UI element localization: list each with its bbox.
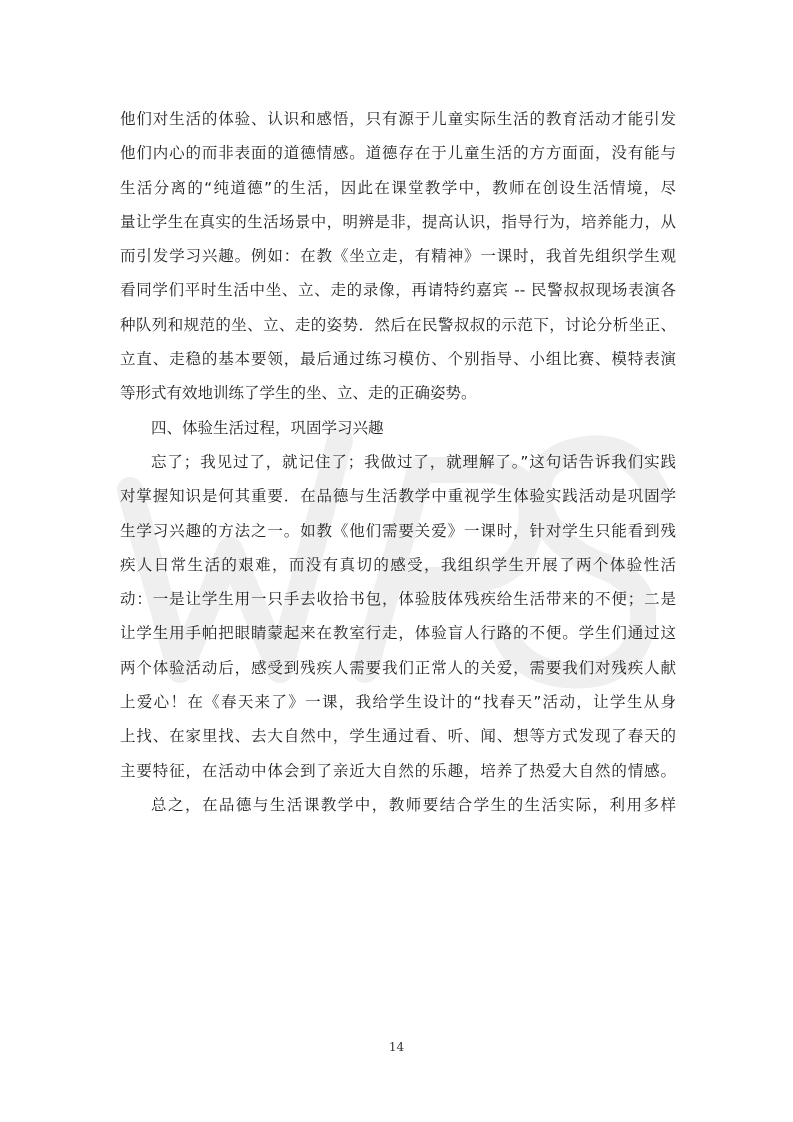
text-line: 忘了；我见过了，就记住了；我做过了，就理解了。”这句话告诉我们实践 bbox=[151, 452, 676, 471]
text-line: 种队列和规范的坐、立、走的姿势．然后在民警叔叔的示范下，讨论分析坐正、 bbox=[120, 315, 676, 334]
text-line: 主要特征，在活动中体会到了亲近大自然的乐趣，培养了热爱大自然的情感。 bbox=[120, 761, 676, 780]
text-line: 立直、走稳的基本要领，最后通过练习模仿、个别指导、小组比赛、模特表演 bbox=[120, 350, 676, 369]
text-line: 对掌握知识是何其重要．在品德与生活教学中重视学生体验实践活动是巩固学 bbox=[120, 487, 676, 506]
text-line: 总之，在品德与生活课教学中，教师要结合学生的生活实际，利用多样 bbox=[151, 795, 676, 814]
text-line: 他们对生活的体验、认识和感悟，只有源于儿童实际生活的教育活动才能引发 bbox=[120, 110, 676, 128]
text-line: 而引发学习兴趣。例如：在教《坐立走，有精神》一课时，我首先组织学生观 bbox=[120, 247, 676, 266]
text-line: 让学生用手帕把眼睛蒙起来在教室行走，体验盲人行路的不便。学生们通过这 bbox=[120, 624, 676, 643]
text-line: 疾人日常生活的艰难，而没有真切的感受，我组织学生开展了两个体验性活 bbox=[120, 555, 676, 574]
text-line: 生学习兴趣的方法之一。如教《他们需要关爱》一课时，针对学生只能看到残 bbox=[120, 521, 676, 540]
page-number: 14 bbox=[388, 1040, 405, 1054]
text-line: 等形式有效地训练了学生的坐、立、走的正确姿势。 bbox=[120, 384, 477, 403]
text-line: 他们内心的而非表面的道德情感。道德存在于儿童生活的方方面面，没有能与 bbox=[120, 144, 676, 163]
text-line: 生活分离的“纯道德”的生活，因此在课堂教学中，教师在创设生活情境，尽 bbox=[120, 178, 676, 197]
text-line: 量让学生在真实的生活场景中，明辨是非，提高认识，指导行为，培养能力，从 bbox=[120, 212, 676, 231]
text-line: 上找、在家里找、去大自然中，学生通过看、听、闻、想等方式发现了春天的 bbox=[120, 727, 676, 746]
text-line: 两个体验活动后，感受到残疾人需要我们正常人的关爱，需要我们对残疾人献 bbox=[120, 658, 676, 677]
text-line: 动：一是让学生用一只手去收拾书包，体验肢体残疾给生活带来的不便；二是 bbox=[120, 590, 676, 609]
text-line: 四、体验生活过程，巩固学习兴趣 bbox=[151, 418, 384, 437]
text-line: 上爱心！在《春天来了》一课，我给学生设计的“找春天”活动，让学生从身 bbox=[120, 693, 676, 712]
text-line: 看同学们平时生活中坐、立、走的录像，再请特约嘉宾 -- 民警叔叔现场表演各 bbox=[120, 281, 676, 300]
body-text bbox=[120, 102, 676, 822]
